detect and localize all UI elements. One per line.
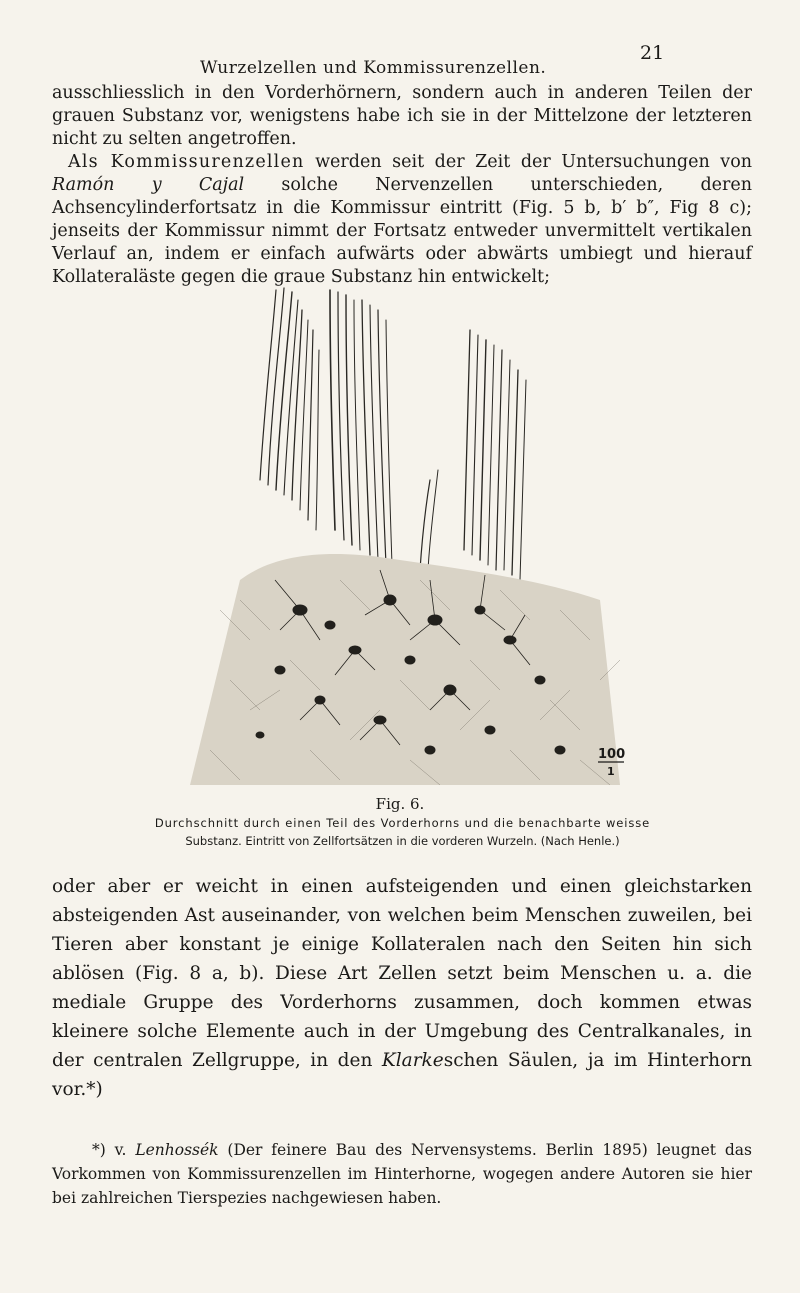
body-paragraph-text: [52, 872, 752, 1104]
footnote: [52, 1138, 752, 1210]
histology-figure: [180, 280, 630, 785]
footnote-body: (Der feinere Bau des Nervensystems. Berlin 1895) leugnet das Vorkommen von Kommissurenzellen im Hinterhorne, wogegen andere Autoren sie hier bei zahlreichen Tierspezies nachgewiesen haben.: [52, 1141, 752, 1207]
paragraph-2-text-b: solche Nervenzellen unterschieden, deren Achsencylinderfortsatz in die Kommissur eintritt (Fig. 5 b, b′ b″, Fig 8 c); jenseits der Kommissur nimmt der Fortsatz entweder unvermittelt vertikalen Verlauf an, indem er einfach aufwärts oder abwärts umbiegt und hierauf Kollateraläste gegen die graue Substanz hin entwickelt;: [52, 175, 752, 287]
body-paragraph: [52, 872, 752, 1104]
body-text-a: oder aber er weicht in einen aufsteigenden und einen gleichstarken absteigenden Ast auseinander, von welchen beim Menschen zuweilen, bei Tieren aber konstant je einige Kollateralen nach den Seiten hin sich ablösen (Fig. 8 a, b). Diese Art Zellen setzt beim Menschen u. a. die mediale Gruppe des Vorderhorns zusammen, doch kommen etwas kleinere solche Elemente auch in der Umgebung des Centralkanales, in der centralen Zellgruppe, in den: [52, 876, 752, 1071]
figure-caption: [30, 814, 775, 850]
paragraph-2: [52, 151, 752, 289]
body-text-b: schen Säulen, ja im Hinterhorn vor.*): [52, 1050, 752, 1100]
nerve-root-fibers: [260, 288, 526, 580]
author-klarke: Klarke: [381, 1050, 444, 1071]
caption-line-2: Substanz. Eintritt von Zellfortsätzen in die vorderen Wurzeln. (Nach Henle.): [185, 834, 620, 848]
author-lenhossek: Lenhossék: [135, 1141, 219, 1159]
term-kommissurenzellen: Als Kommissurenzellen: [68, 152, 305, 172]
figure-label: Fig. 6.: [375, 795, 425, 813]
footnote-marker: *) v.: [92, 1141, 136, 1159]
running-header: Wurzelzellen und Kommissurenzellen.: [200, 58, 547, 78]
paragraph-1: ausschliesslich in den Vorderhörnern, sondern auch in anderen Teilen der grauen Substanz vor, wenigstens habe ich sie in der Mittelzone der letzteren nicht zu selten angetroffen.: [52, 83, 752, 149]
author-ramon-y-cajal: Ramón y Cajal: [52, 175, 245, 195]
top-paragraph: [52, 82, 752, 289]
footnote-text: [52, 1138, 752, 1210]
scale-number-bottom: 1: [607, 765, 615, 778]
caption-line-1: Durchschnitt durch einen Teil des Vorderhorns und die benachbarte weisse: [154, 816, 651, 830]
scale-number-top: 100: [598, 747, 626, 762]
paragraph-2-text-a: werden seit der Zeit der Untersuchungen von: [304, 152, 752, 172]
page-number: 21: [640, 42, 665, 64]
